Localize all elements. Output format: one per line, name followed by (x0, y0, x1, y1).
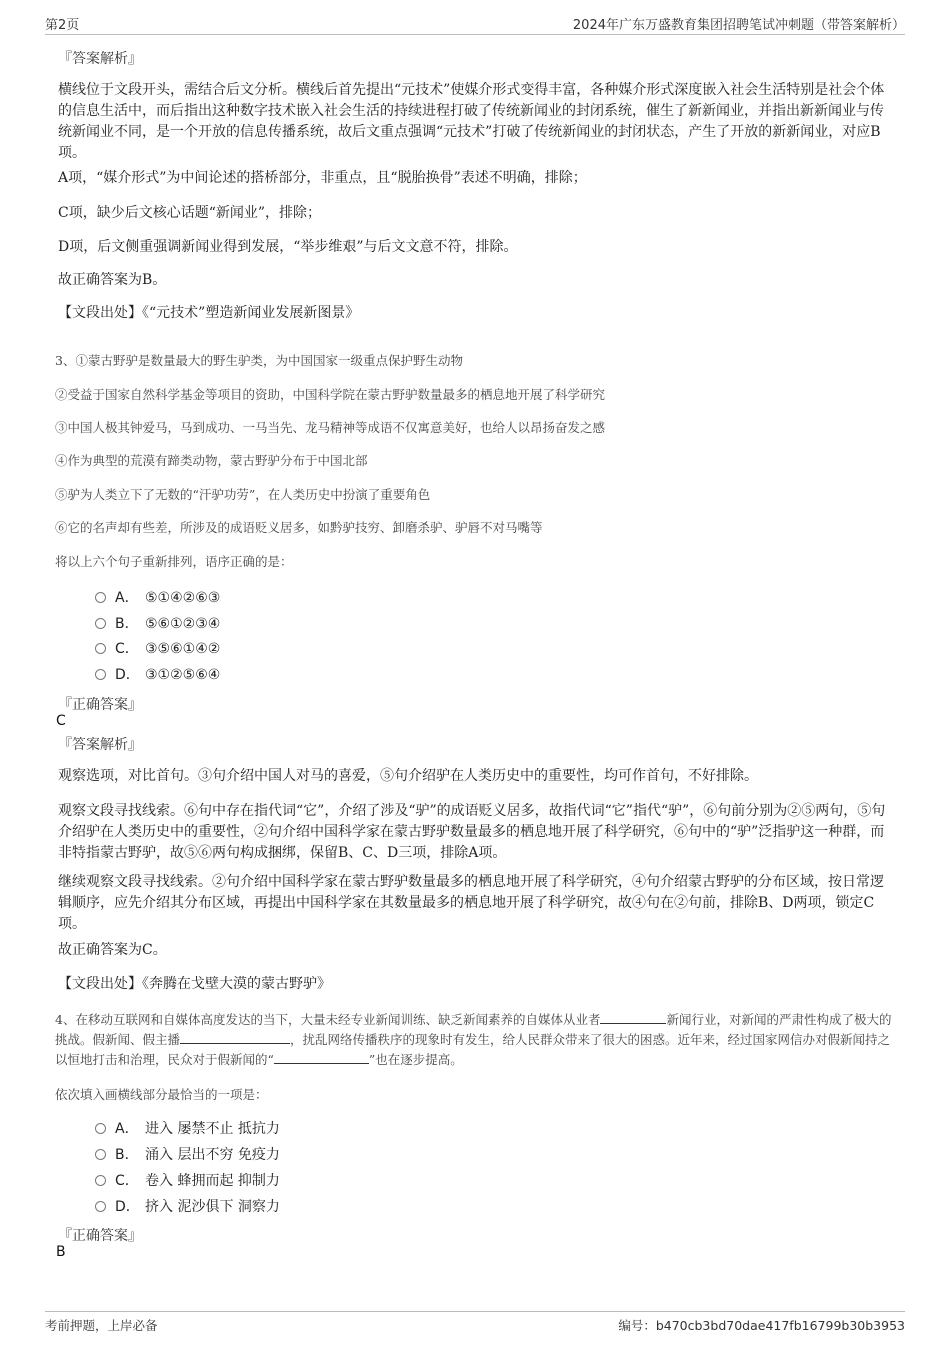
document-code: 编号：b470cb3bd70dae417fb16799b30b3953 (618, 1318, 905, 1333)
conclusion-q3: 故正确答案为C。 (58, 942, 167, 958)
analysis-label-q2: 『答案解析』 (58, 51, 142, 67)
answer-label-q3: 『正确答案』 (58, 697, 142, 713)
fill-blank-1 (600, 1011, 666, 1024)
source-q3: 【文段出处】《奔腾在戈壁大漠的蒙古野驴》 (58, 976, 331, 992)
page-number: 第2页 (45, 18, 80, 33)
page-header (45, 14, 905, 35)
q3-sentence-5: ⑤驴为人类立下了无数的“汗驴功劳”，在人类历史中扮演了重要角色 (55, 487, 431, 502)
radio-button-icon[interactable] (95, 1149, 106, 1160)
radio-button-icon[interactable] (95, 1175, 106, 1186)
analysis-option-a-q2: A项，“媒介形式”为中间论述的搭桥部分，非重点，且“脱胎换骨”表述不明确，排除； (58, 170, 587, 186)
radio-button-icon[interactable] (95, 618, 106, 629)
analysis-paragraph-1-q3: 观察选项，对比首句。③句介绍中国人对马的喜爱，⑤句介绍驴在人类历史中的重要性，均可作首句，不好排除。 (58, 768, 758, 784)
radio-button-icon[interactable] (95, 1123, 106, 1134)
q3-sentence-4: ④作为典型的荒漠有蹄类动物，蒙古野驴分布于中国北部 (55, 453, 368, 468)
q4-stem: 4、在移动互联网和自媒体高度发达的当下，大量未经专业新闻训练、缺乏新闻素养的自媒体从业者 新闻行业，对新闻的严肃性构成了极大的挑战。假新闻、假主播 ，扰乱网络传播秩序的现象时有发生，给人民群众带来了很大的困惑。近年来，经过国家网信办对假新闻持之以恒地打击和治理，民众对于假新闻的“ ”也在逐步提高。 (55, 1012, 892, 1067)
q3-option-d[interactable]: D． ③①②⑤⑥④ (95, 665, 220, 685)
page-footer (45, 1311, 905, 1336)
q4-option-b[interactable]: B． 涌入 层出不穷 免疫力 (95, 1145, 280, 1165)
analysis-option-d-q2: D项，后文侧重强调新闻业得到发展，“举步维艰”与后文文意不符，排除。 (58, 239, 518, 255)
analysis-label-q3: 『答案解析』 (58, 737, 142, 753)
footer-slogan: 考前押题，上岸必备 (45, 1318, 158, 1333)
analysis-paragraph-q2: 横线位于文段开头，需结合后文分析。横线后首先提出“元技术”使媒介形式变得丰富，各种媒介形式深度嵌入社会生活特别是社会个体的信息生活中，而后指出这种数字技术嵌入社会生活的持续进程打破了传统新闻业的封闭系统，催生了新新闻业，并指出新新闻业与传统新闻业不同，是一个开放的信息传播系统，故后文重点强调“元技术”打破了传统新闻业的封闭状态，产生了开放的新新闻业，对应B项。 (58, 82, 885, 161)
radio-button-icon[interactable] (95, 643, 106, 654)
q4-option-c[interactable]: C． 卷入 蜂拥而起 抑制力 (95, 1171, 280, 1191)
q3-sentence-3: ③中国人极其钟爱马，马到成功、一马当先、龙马精神等成语不仅寓意美好，也给人以昂扬奋发之感 (55, 420, 606, 435)
fill-blank-3 (274, 1051, 369, 1064)
q4-option-a[interactable]: A． 进入 屡禁不止 抵抗力 (95, 1119, 280, 1139)
q3-sentence-6: ⑥它的名声却有些差，所涉及的成语贬义居多，如黔驴技穷、卸磨杀驴、驴唇不对马嘴等 (55, 520, 543, 535)
analysis-option-c-q2: C项，缺少后文核心话题“新闻业”，排除； (58, 205, 322, 221)
source-q2: 【文段出处】《“元技术”塑造新闻业发展新图景》 (58, 305, 360, 321)
q3-prompt: 将以上六个句子重新排列，语序正确的是： (55, 554, 293, 569)
radio-button-icon[interactable] (95, 669, 106, 680)
answer-q3: C (56, 713, 66, 729)
q3-sentence-2: ②受益于国家自然科学基金等项目的资助，中国科学院在蒙古野驴数量最多的栖息地开展了科学研究 (55, 387, 606, 402)
answer-q4: B (56, 1244, 66, 1260)
analysis-paragraph-2-q3: 观察文段寻找线索。⑥句中存在指代词“它”，介绍了涉及“驴”的成语贬义居多，故指代词“它”指代“驴”，⑥句前分别为②⑤两句，⑤句介绍驴在人类历史中的重要性，②句介绍中国科学家在蒙古野驴数量最多的栖息地开展了科学研究，⑥句中的“驴”泛指驴这一种群，而非特指蒙古野驴，故⑤⑥两句构成捆绑，保留B、C、D三项，排除A项。 (58, 803, 886, 861)
fill-blank-2 (180, 1031, 290, 1044)
radio-button-icon[interactable] (95, 1201, 106, 1212)
radio-button-icon[interactable] (95, 592, 106, 603)
q3-option-a[interactable]: A． ⑤①④②⑥③ (95, 588, 220, 608)
q4-option-d[interactable]: D． 挤入 泥沙俱下 洞察力 (95, 1197, 280, 1217)
q4-prompt: 依次填入画横线部分最恰当的一项是： (55, 1087, 268, 1102)
q3-option-c[interactable]: C． ③⑤⑥①④② (95, 639, 220, 659)
document-title: 2024年广东万盛教育集团招聘笔试冲刺题（带答案解析） (572, 18, 905, 33)
conclusion-q2: 故正确答案为B。 (58, 272, 167, 288)
q3-sentence-1: 3、①蒙古野驴是数量最大的野生驴类，为中国国家一级重点保护野生动物 (55, 353, 463, 368)
analysis-paragraph-3-q3: 继续观察文段寻找线索。②句介绍中国科学家在蒙古野驴数量最多的栖息地开展了科学研究，④句介绍蒙古野驴的分布区域，按日常逻辑顺序，应先介绍其分布区域，再提出中国科学家在其数量最多的栖息地开展了科学研究，故④句在②句前，排除B、D两项，锁定C项。 (58, 874, 884, 932)
q3-option-b[interactable]: B． ⑤⑥①②③④ (95, 614, 220, 634)
answer-label-q4: 『正确答案』 (58, 1228, 142, 1244)
